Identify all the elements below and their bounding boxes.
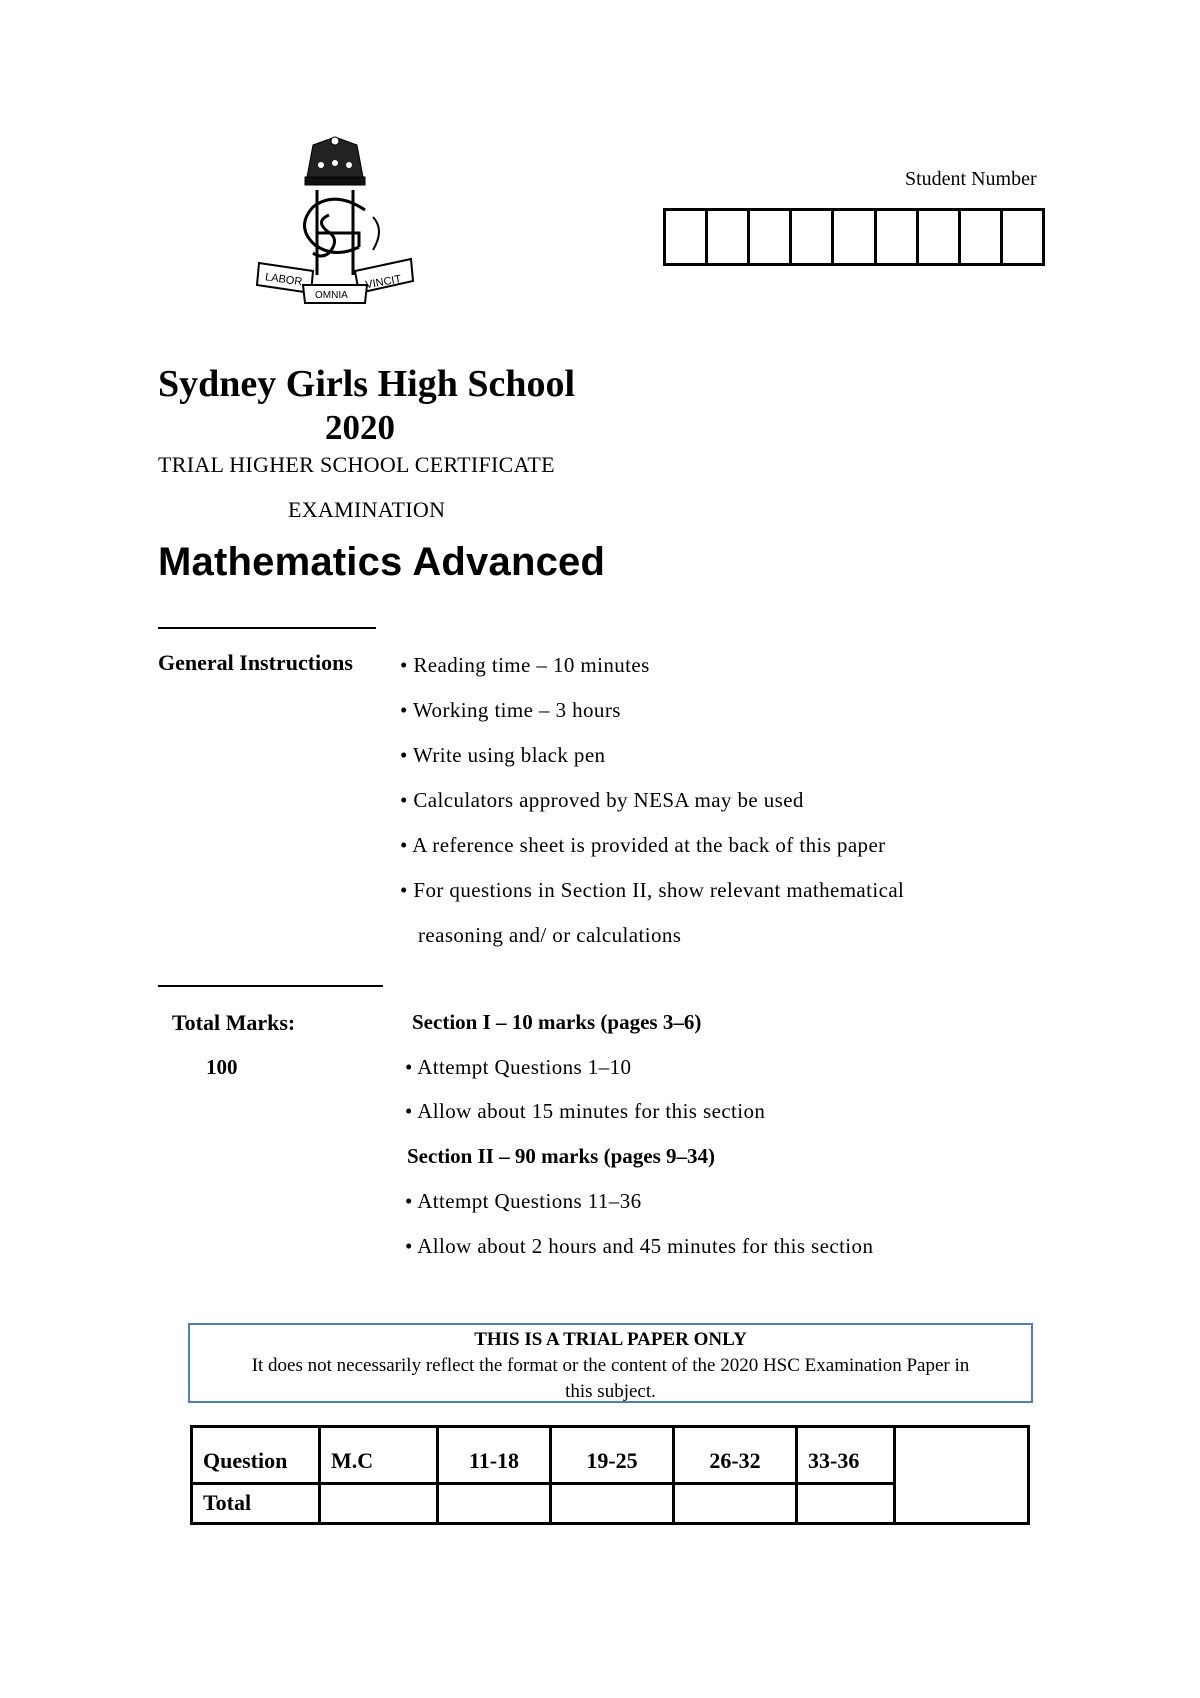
student-number-box[interactable] [961,211,1003,263]
exam-type-line2: EXAMINATION [288,497,446,522]
instruction-item: • For questions in Section II, show relevant mathematical [400,878,905,902]
instruction-item: • Reading time – 10 minutes [400,653,650,677]
table-mark-cell[interactable] [551,1483,674,1523]
instruction-item: • Working time – 3 hours [400,698,621,722]
student-number-box[interactable] [877,211,919,263]
instruction-item: • A reference sheet is provided at the back of this paper [400,833,886,857]
student-number-box[interactable] [792,211,834,263]
marks-table [190,1425,1030,1525]
exam-type-line1: TRIAL HIGHER SCHOOL CERTIFICATE [158,452,555,477]
exam-year: 2020 [325,408,395,447]
table-header-cell: 33-36 [797,1427,895,1484]
section1-item: • Attempt Questions 1–10 [405,1055,632,1079]
svg-text:VINCIT: VINCIT [364,273,403,292]
total-marks-label: Total Marks: [172,1010,296,1035]
trial-paper-notice [188,1323,1033,1403]
table-header-cell: 11-18 [438,1427,551,1484]
monogram-icon [304,190,379,275]
section1-item: • Allow about 15 minutes for this section [405,1099,766,1123]
school-name: Sydney Girls High School [158,363,576,405]
table-row-label: Total [192,1483,320,1523]
table-mark-cell[interactable] [674,1483,797,1523]
student-number-box[interactable] [666,211,708,263]
table-empty-cell[interactable] [895,1427,1029,1524]
table-header-cell: 26-32 [674,1427,797,1484]
general-instructions-label: General Instructions [158,650,353,675]
instruction-item: • Write using black pen [400,743,606,767]
table-header-cell: 19-25 [551,1427,674,1484]
student-number-box[interactable] [834,211,876,263]
divider [158,985,383,987]
table-mark-cell[interactable] [320,1483,438,1523]
student-number-box[interactable] [919,211,961,263]
section1-heading: Section I – 10 marks (pages 3–6) [412,1010,702,1034]
table-mark-cell[interactable] [438,1483,551,1523]
notice-text-line2: this subject. [565,1381,656,1402]
notice-text-line1: It does not necessarily reflect the format or the content of the 2020 HSC Examination Paper in [251,1355,970,1376]
total-marks-value: 100 [206,1055,238,1079]
table-row [192,1427,1029,1484]
svg-text:OMNIA: OMNIA [315,290,348,301]
instruction-item: • Calculators approved by NESA may be used [400,788,804,812]
section2-item: • Allow about 2 hours and 45 minutes for this section [405,1234,874,1258]
section2-heading: Section II – 90 marks (pages 9–34) [407,1144,715,1168]
divider [158,627,376,629]
subject-title: Mathematics Advanced [158,540,606,584]
table-header-cell: Question [192,1427,320,1484]
student-number-box[interactable] [750,211,792,263]
crown-icon [305,137,365,185]
table-mark-cell[interactable] [797,1483,895,1523]
instruction-item: reasoning and/ or calculations [418,923,682,947]
student-number-boxes[interactable] [663,208,1045,266]
notice-title: THIS IS A TRIAL PAPER ONLY [474,1329,747,1350]
student-number-box[interactable] [1003,211,1042,263]
svg-text:LABOR: LABOR [264,271,303,289]
table-header-cell: M.C [320,1427,438,1484]
student-number-box[interactable] [708,211,750,263]
section2-item: • Attempt Questions 11–36 [405,1189,642,1213]
school-crest-logo [255,135,415,335]
student-number-label: Student Number [905,168,1037,190]
